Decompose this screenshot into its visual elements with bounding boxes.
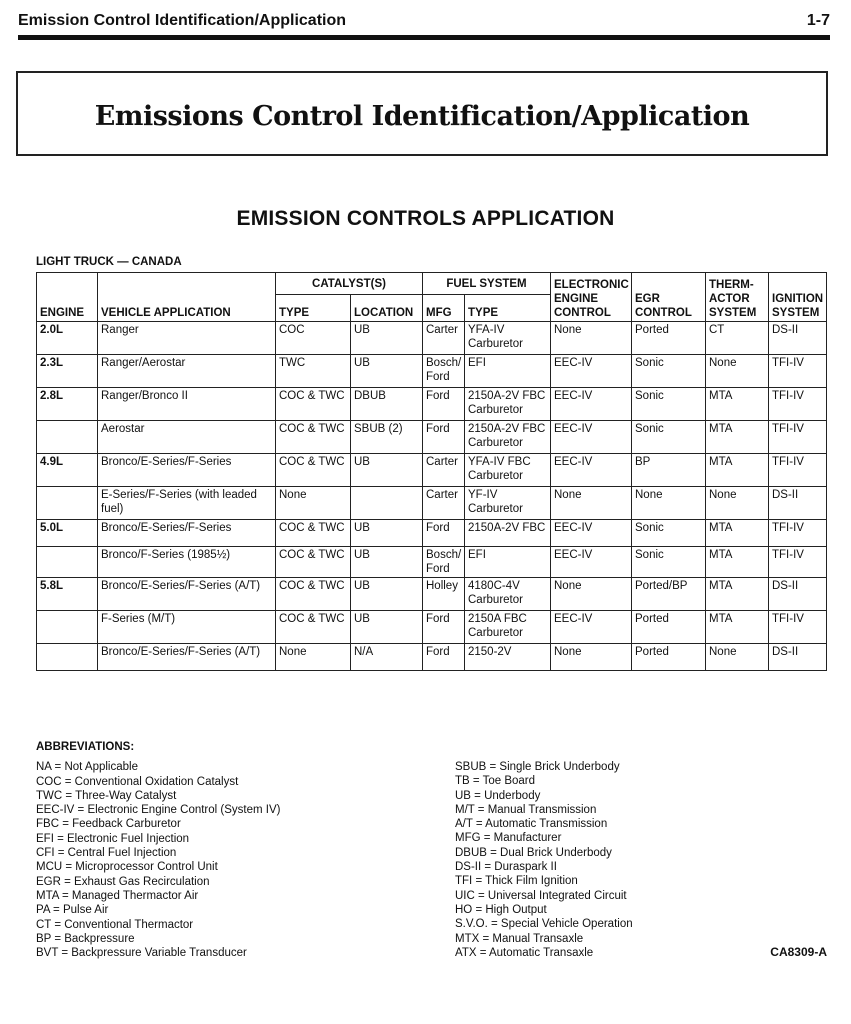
abbreviation-item: DBUB = Dual Brick Underbody: [455, 846, 612, 859]
table-cell: EEC-IV: [551, 388, 632, 421]
col-catalyst-location: LOCATION: [351, 295, 423, 322]
table-cell: EEC-IV: [551, 421, 632, 454]
table-row: [37, 454, 827, 487]
col-egr: EGR CONTROL: [632, 273, 706, 322]
abbreviation-item: BP = Backpressure: [36, 932, 135, 945]
table-row: [37, 611, 827, 644]
table-cell: DBUB: [351, 388, 423, 421]
table-cell: None: [551, 487, 632, 520]
table-cell: 2.3L: [37, 355, 98, 388]
table-cell: COC & TWC: [276, 520, 351, 547]
table-cell: MTA: [706, 578, 769, 611]
col-fuel-mfg: MFG: [423, 295, 465, 322]
abbreviation-item: MTA = Managed Thermactor Air: [36, 889, 199, 902]
table-cell: UB: [351, 322, 423, 355]
table-cell: Ranger/Aerostar: [98, 355, 276, 388]
abbreviation-item: TFI = Thick Film Ignition: [455, 875, 578, 888]
col-ignition: IGNITION SYSTEM: [769, 273, 827, 322]
table-cell: COC & TWC: [276, 454, 351, 487]
abbreviation-item: EFI = Electronic Fuel Injection: [36, 832, 190, 845]
table-cell: None: [551, 322, 632, 355]
table-cell: N/A: [351, 644, 423, 671]
header-title: Emission Control Identification/Application: [18, 12, 347, 29]
table-cell: Bronco/E-Series/F-Series: [98, 454, 276, 487]
table-cell: UB: [351, 520, 423, 547]
table-cell: SBUB (2): [351, 421, 423, 454]
table-cell: 2150-2V: [465, 644, 551, 671]
table-cell: MTA: [706, 454, 769, 487]
col-engine: ENGINE: [37, 273, 98, 322]
abbreviation-item: UIC = Universal Integrated Circuit: [455, 889, 627, 902]
table-cell: UB: [351, 454, 423, 487]
table-row: [37, 547, 827, 578]
table-cell: Ford: [423, 611, 465, 644]
table-cell: YFA-IV Carburetor: [465, 322, 551, 355]
table-cell: Carter: [423, 322, 465, 355]
table-cell: Bosch/ Ford: [423, 355, 465, 388]
table-cell: Bronco/F-Series (1985½): [98, 547, 276, 578]
abbreviation-item: CFI = Central Fuel Injection: [36, 847, 177, 860]
table-cell: UB: [351, 547, 423, 578]
table-cell: 2150A FBC Carburetor: [465, 611, 551, 644]
table-row: [37, 355, 827, 388]
abbreviation-item: S.V.O. = Special Vehicle Operation: [455, 918, 633, 931]
table-cell: E-Series/F-Series (with leaded fuel): [98, 487, 276, 520]
table-cell: Ford: [423, 644, 465, 671]
abbreviation-item: TB = Toe Board: [455, 775, 536, 788]
table-cell: TFI-IV: [769, 421, 827, 454]
table-cell: 2150A-2V FBC Carburetor: [465, 388, 551, 421]
abbreviation-item: EEC-IV = Electronic Engine Control (System IV): [36, 804, 281, 817]
table-cell: TFI-IV: [769, 611, 827, 644]
col-fuel-type: TYPE: [465, 295, 551, 322]
section-label: LIGHT TRUCK — CANADA: [36, 256, 182, 268]
col-thermactor: THERM-ACTOR SYSTEM: [706, 273, 769, 322]
table-row: [37, 322, 827, 355]
table-cell: Sonic: [632, 355, 706, 388]
table-cell: Bronco/E-Series/F-Series (A/T): [98, 578, 276, 611]
figure-code: CA8309-A: [770, 945, 827, 959]
page-header: [18, 10, 830, 32]
table-cell: EEC-IV: [551, 611, 632, 644]
table-cell: MTA: [706, 388, 769, 421]
emission-table: [36, 272, 827, 671]
table-row: [37, 421, 827, 454]
table-cell: [351, 487, 423, 520]
table-cell: F-Series (M/T): [98, 611, 276, 644]
abbreviation-item: FBC = Feedback Carburetor: [36, 818, 181, 831]
table-cell: MTA: [706, 421, 769, 454]
table-cell: YF-IV Carburetor: [465, 487, 551, 520]
table-cell: Ford: [423, 520, 465, 547]
table-cell: 4.9L: [37, 454, 98, 487]
abbreviation-item: TWC = Three-Way Catalyst: [36, 789, 177, 802]
header-rule: [18, 35, 830, 40]
table-cell: MTA: [706, 611, 769, 644]
table-cell: Carter: [423, 487, 465, 520]
table-cell: None: [551, 578, 632, 611]
table-cell: Ford: [423, 388, 465, 421]
table-cell: TWC: [276, 355, 351, 388]
abbreviation-item: BVT = Backpressure Variable Transducer: [36, 947, 247, 960]
table-cell: [37, 547, 98, 578]
table-cell: UB: [351, 578, 423, 611]
table-cell: UB: [351, 611, 423, 644]
table-cell: Ford: [423, 421, 465, 454]
table-cell: DS-II: [769, 322, 827, 355]
col-catalyst-type: TYPE: [276, 295, 351, 322]
table-cell: Ranger: [98, 322, 276, 355]
table-cell: [37, 421, 98, 454]
table-cell: Ported: [632, 322, 706, 355]
table-cell: None: [706, 487, 769, 520]
table-title: EMISSION CONTROLS APPLICATION: [236, 207, 615, 230]
table-body: [37, 322, 827, 671]
table-cell: MTA: [706, 520, 769, 547]
table-cell: 2.0L: [37, 322, 98, 355]
table-cell: 2150A-2V FBC Carburetor: [465, 421, 551, 454]
table-cell: UB: [351, 355, 423, 388]
table-cell: EEC-IV: [551, 454, 632, 487]
table-cell: Ported: [632, 611, 706, 644]
abbreviation-item: CT = Conventional Thermactor: [36, 918, 194, 931]
table-cell: 5.8L: [37, 578, 98, 611]
abbreviation-item: MFG = Manufacturer: [455, 832, 562, 845]
table-cell: EEC-IV: [551, 547, 632, 578]
table-row: [37, 520, 827, 547]
table-cell: DS-II: [769, 644, 827, 671]
table-cell: Ported: [632, 644, 706, 671]
abbreviations-left-list: [36, 760, 280, 960]
abbreviations-heading: ABBREVIATIONS:: [36, 741, 135, 753]
group-catalyst: CATALYST(S): [276, 273, 423, 295]
abbreviation-item: COC = Conventional Oxidation Catalyst: [36, 775, 239, 788]
abbreviation-item: HO = High Output: [455, 903, 547, 916]
table-cell: COC & TWC: [276, 578, 351, 611]
table-cell: None: [276, 487, 351, 520]
col-vehicle: VEHICLE APPLICATION: [98, 273, 276, 322]
table-cell: Sonic: [632, 520, 706, 547]
table-cell: None: [706, 644, 769, 671]
abbreviation-item: MCU = Microprocessor Control Unit: [36, 861, 218, 874]
table-cell: MTA: [706, 547, 769, 578]
table-cell: TFI-IV: [769, 547, 827, 578]
abbreviation-item: PA = Pulse Air: [36, 904, 109, 917]
table-cell: Carter: [423, 454, 465, 487]
table-cell: Sonic: [632, 388, 706, 421]
abbreviation-item: UB = Underbody: [455, 789, 541, 802]
table-cell: EEC-IV: [551, 520, 632, 547]
table-cell: Ported/BP: [632, 578, 706, 611]
table-cell: Holley: [423, 578, 465, 611]
table-cell: EFI: [465, 355, 551, 388]
table-row: [37, 487, 827, 520]
abbreviation-item: M/T = Manual Transmission: [455, 803, 597, 816]
table-cell: Bosch/ Ford: [423, 547, 465, 578]
abbreviation-item: A/T = Automatic Transmission: [455, 818, 608, 831]
abbreviation-item: EGR = Exhaust Gas Recirculation: [36, 875, 210, 888]
table-cell: [37, 611, 98, 644]
table-cell: 5.0L: [37, 520, 98, 547]
table-cell: [37, 644, 98, 671]
table-cell: [37, 487, 98, 520]
abbreviation-item: ATX = Automatic Transaxle: [455, 946, 594, 959]
table-cell: EEC-IV: [551, 355, 632, 388]
table-cell: Ranger/Bronco II: [98, 388, 276, 421]
table-cell: 2150A-2V FBC: [465, 520, 551, 547]
table-row: [37, 644, 827, 671]
table-row: [37, 578, 827, 611]
table-cell: DS-II: [769, 578, 827, 611]
abbreviation-item: DS-II = Duraspark II: [455, 861, 557, 874]
abbreviations-right: [455, 760, 633, 960]
col-eec: ELECTRONIC ENGINE CONTROL: [551, 273, 632, 322]
table-cell: Sonic: [632, 547, 706, 578]
table-cell: TFI-IV: [769, 520, 827, 547]
table-cell: COC & TWC: [276, 421, 351, 454]
table-cell: 4180C-4V Carburetor: [465, 578, 551, 611]
table-cell: COC & TWC: [276, 611, 351, 644]
table-cell: 2.8L: [37, 388, 98, 421]
abbreviation-item: SBUB = Single Brick Underbody: [455, 761, 620, 773]
table-cell: COC & TWC: [276, 388, 351, 421]
table-cell: EFI: [465, 547, 551, 578]
table-cell: COC: [276, 322, 351, 355]
abbreviation-item: NA = Not Applicable: [36, 761, 138, 774]
page-title: Emissions Control Identification/Application: [94, 101, 750, 132]
table-cell: Bronco/E-Series/F-Series (A/T): [98, 644, 276, 671]
table-cell: BP: [632, 454, 706, 487]
table-cell: None: [551, 644, 632, 671]
table-cell: COC & TWC: [276, 547, 351, 578]
abbreviation-item: MTX = Manual Transaxle: [455, 932, 584, 945]
table-cell: None: [706, 355, 769, 388]
table-cell: CT: [706, 322, 769, 355]
table-cell: None: [632, 487, 706, 520]
table-cell: Bronco/E-Series/F-Series: [98, 520, 276, 547]
group-fuel: FUEL SYSTEM: [423, 273, 551, 295]
table-cell: TFI-IV: [769, 388, 827, 421]
page-number: 1-7: [806, 12, 830, 29]
table-row: [37, 388, 827, 421]
table-cell: DS-II: [769, 487, 827, 520]
table-cell: None: [276, 644, 351, 671]
table-cell: TFI-IV: [769, 454, 827, 487]
table-cell: Aerostar: [98, 421, 276, 454]
table-cell: YFA-IV FBC Carburetor: [465, 454, 551, 487]
abbreviations-left: [36, 740, 280, 960]
table-cell: Sonic: [632, 421, 706, 454]
title-box: [16, 71, 828, 156]
table-cell: TFI-IV: [769, 355, 827, 388]
